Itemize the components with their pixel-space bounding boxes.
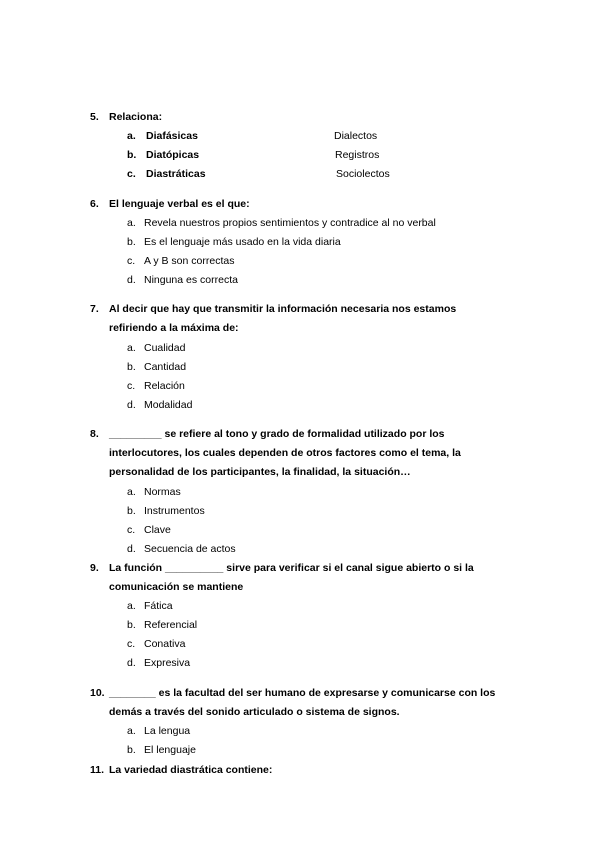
q7-line-1: Al decir que hay que transmitir la información necesaria nos estamos: [109, 303, 457, 315]
q6-option-c: A y B son correctas: [144, 255, 235, 267]
q9-number: 9.: [90, 562, 99, 574]
q9-option-a-letter: a.: [127, 600, 136, 612]
q8-line-3: personalidad de los participantes, la finalidad, la situación…: [109, 466, 411, 478]
q5-pair-b-letter: b.: [127, 149, 137, 161]
q8-line-2: interlocutores, los cuales dependen de otros factores como el tema, la: [109, 447, 461, 459]
q6-option-a-letter: a.: [127, 217, 136, 229]
q5-pair-a-right: Dialectos: [334, 130, 378, 142]
q6-number: 6.: [90, 198, 99, 210]
q5-pair-b-left: Diatópicas: [146, 149, 200, 161]
q11-number: 11.: [90, 764, 105, 776]
q6-option-d: Ninguna es correcta: [144, 274, 238, 286]
q9-option-c-letter: c.: [127, 638, 136, 650]
q8-number: 8.: [90, 428, 99, 440]
q10-number: 10.: [90, 687, 105, 699]
q9-option-d: Expresiva: [144, 657, 191, 669]
q6-option-a: Revela nuestros propios sentimientos y contradice al no verbal: [144, 217, 436, 229]
q7-option-a-letter: a.: [127, 342, 136, 354]
q5-pair-a-letter: a.: [127, 130, 136, 142]
q10-option-a: La lengua: [144, 725, 191, 737]
q5-pair-c-right: Sociolectos: [336, 168, 390, 180]
q7-option-a: Cualidad: [144, 342, 186, 354]
q8-option-d: Secuencia de actos: [144, 543, 236, 555]
q8-option-b-letter: b.: [127, 505, 136, 517]
q9-option-d-letter: d.: [127, 657, 136, 669]
q6-option-c-letter: c.: [127, 255, 136, 267]
q8-option-d-letter: d.: [127, 543, 136, 555]
q8-option-b: Instrumentos: [144, 505, 205, 517]
q9-line-2: comunicación se mantiene: [109, 581, 244, 593]
q7-option-c: Relación: [144, 380, 185, 392]
q5-number: 5.: [90, 111, 99, 123]
q5-pair-c-left: Diastráticas: [146, 168, 206, 180]
q5-title: Relaciona:: [109, 111, 163, 123]
q10-line-1: ________ es la facultad del ser humano de expresarse y comunicarse con los: [109, 687, 496, 699]
q10-line-2: demás a través del sonido articulado o sistema de signos.: [109, 706, 400, 718]
q11-title: La variedad diastrática contiene:: [109, 764, 273, 776]
q10-option-b-letter: b.: [127, 744, 136, 756]
q8-line-1: _________ se refiere al tono y grado de formalidad utilizado por los: [109, 428, 445, 440]
q10-option-a-letter: a.: [127, 725, 136, 737]
q6-title: El lenguaje verbal es el que:: [109, 198, 250, 210]
q9-option-b: Referencial: [144, 619, 198, 631]
q7-option-d: Modalidad: [144, 399, 193, 411]
q8-option-a: Normas: [144, 486, 181, 498]
q9-option-a: Fática: [144, 600, 173, 612]
q5-pair-c-letter: c.: [127, 168, 136, 180]
q5-pair-b-right: Registros: [335, 149, 380, 161]
q7-option-b-letter: b.: [127, 361, 136, 373]
q6-option-d-letter: d.: [127, 274, 136, 286]
q7-line-2: refiriendo a la máxima de:: [109, 322, 239, 334]
q9-line-1: La función __________ sirve para verificar si el canal sigue abierto o si la: [109, 562, 474, 574]
q6-option-b-letter: b.: [127, 236, 136, 248]
q5-pair-a-left: Diafásicas: [146, 130, 198, 142]
q8-option-a-letter: a.: [127, 486, 136, 498]
q8-option-c-letter: c.: [127, 524, 136, 536]
q10-option-b: El lenguaje: [144, 744, 196, 756]
q9-option-c: Conativa: [144, 638, 186, 650]
q7-option-b: Cantidad: [144, 361, 187, 373]
q7-number: 7.: [90, 303, 99, 315]
q8-option-c: Clave: [144, 524, 171, 536]
q7-option-d-letter: d.: [127, 399, 136, 411]
q6-option-b: Es el lenguaje más usado en la vida diaria: [144, 236, 341, 248]
q9-option-b-letter: b.: [127, 619, 136, 631]
q7-option-c-letter: c.: [127, 380, 136, 392]
